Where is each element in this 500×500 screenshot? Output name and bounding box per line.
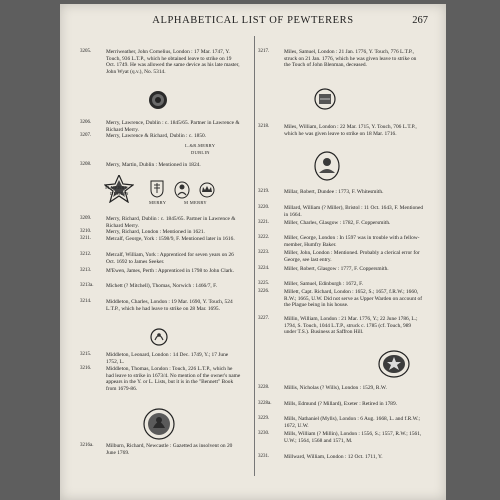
entry-text: Merry, Lawrence & Richard, Dublin : c. 1850.: [106, 133, 207, 139]
entry-text: Millis, Nicholas (? Wills), London : 1529, R.W.: [284, 385, 387, 391]
entry-text: Merry, Richard, Dublin : c. 1845/65. Partner in Lawrence & Richard Merry.: [106, 216, 236, 229]
mark-caption: M MERRY: [184, 200, 207, 205]
entry-text: Merry, Martin, Dublin : Mentioned in 1824.: [106, 162, 201, 168]
entry-number: 3206.: [80, 120, 92, 125]
mark-caption: MERRY: [149, 200, 167, 205]
entry-number: 3229.: [258, 416, 270, 421]
mark-caption: L.&R.MERRY: [185, 143, 216, 148]
entry-number: 3231.: [258, 454, 270, 459]
entry-text: Millard, William (? Miller), Bristol : 11 Oct. 1643, F. Mentioned in 1664.: [284, 205, 424, 218]
entry-number: 3223.: [258, 250, 270, 255]
entry-text: Merry, Richard, London : Mentioned in 1621.: [106, 229, 205, 235]
touch-mark-oval-cherub: [313, 151, 341, 181]
entry-text: Milburn, Richard, Newcastle : Gazetted as insolvent on 20 June 1769.: [106, 443, 233, 456]
entry-text: Mills, William (? Millin), London : 1556, S.; 1557, R.W.; 1561, U.W.; 1564, 1568 and 1571, M.: [284, 431, 422, 444]
entry-number: 3228a.: [258, 401, 272, 406]
entry-number: 3221.: [258, 220, 270, 225]
entry-text: Metcalf, William, York : Apprenticed for seven years on 26 Oct. 1692 to James Seeker.: [106, 252, 234, 265]
entry-number: 3210.: [80, 229, 92, 234]
entry-number: 3227.: [258, 316, 270, 321]
entry-text: Mills, Nathaniel (Mylls), London : 6 Aug. 1668, L. and f.R.W.; 1672, U.W.: [284, 416, 421, 429]
entry-number: 3219.: [258, 189, 270, 194]
page-title: ALPHABETICAL LIST OF PEWTERERS: [152, 15, 354, 26]
entry-text: Mills, Edmund (? Millard), Exeter : Retired in 1789.: [284, 401, 398, 407]
entry-text: Merry, Lawrence, Dublin : c. 1845/65. Partner in Lawrence & Richard Merry.: [106, 120, 240, 133]
entry-number: 3205.: [80, 49, 92, 54]
entry-number: 3209.: [80, 216, 92, 221]
entry-number: 3214.: [80, 299, 92, 304]
book-page: [60, 4, 446, 500]
entry-text: Miller, Charles, Glasgow : 1782, F. Coppersmith.: [284, 220, 391, 226]
page-header: [60, 15, 446, 29]
entry-number: 3222.: [258, 235, 270, 240]
entry-text: Merriweather, John Cornelius, London : 17 Mar. 1747, Y. Touch, 936 L.T.P., which he obtained leave to strike on 19 Oct. 1749. He was allowed the same device as his late master, John Wyat (q.v.), No. 5314.: [106, 49, 240, 75]
entry-number: 3213.: [80, 268, 92, 273]
entry-text: Michett (? Mitchell), Thomas, Norwich : 1466/7, F.: [106, 283, 218, 289]
entry-text: Millar, Robert, Dundee : 1773, F. Whitesmith.: [284, 189, 384, 195]
entry-text: Middleton, Charles, London : 19 Mar. 1690, Y. Touch, 524 L.T.P., which he had leave to strike on 28 Mar. 1695.: [106, 299, 233, 312]
entry-number: 3228.: [258, 385, 270, 390]
touch-mark-figure: [174, 181, 190, 199]
entry-number: 3230.: [258, 431, 270, 436]
page-number: 267: [412, 15, 428, 26]
entry-number: 3217.: [258, 49, 270, 54]
entry-text: Millward, William, London : 12 Oct. 1711, Y.: [284, 454, 383, 460]
entry-text: Millin, William, London : 21 Mar. 1776, Y.; 22 June 1786, L.; 1794, S. Touch, 1044 L.T.P., struck c. 1785 (cf. Touch, 989 under T.S.). Business at Saffron Hill.: [284, 316, 418, 335]
entry-text: Millett, Capt. Richard, London : 1652, S.; 1657, f.R.W.; 1660, R.W.; 1665, U.W. Did not serve as Upper Warden on account of the Plague being in his house.: [284, 289, 422, 308]
entry-number: 3226.: [258, 289, 270, 294]
entry-number: 3208.: [80, 162, 92, 167]
mark-caption: M MERRY: [105, 185, 128, 190]
entry-number: 3216a.: [80, 443, 94, 448]
entry-number: 3215.: [80, 352, 92, 357]
entry-text: Miller, George, London : In 1597 was in trouble with a fellow-member, Humfry Baker.: [284, 235, 420, 248]
entry-number: 3213a.: [80, 283, 94, 288]
entry-text: M'Ewen, James, Perth : Apprenticed in 1798 to John Clark.: [106, 268, 234, 274]
entry-text: Middleton, Thomas, London : Touch, 226 L.T.P., which he had leave to strike in 1673/4. No mention of the owner's name appears in the Y. or L. Lists, but it is in the "Bennett" Book from 1679-86.: [106, 366, 241, 392]
entry-text: Miller, John, London : Mentioned. Probably a clerical error for George, see last entry.: [284, 250, 420, 263]
touch-mark-round-large: [143, 408, 175, 440]
entry-number: 3211.: [80, 236, 92, 241]
entry-number: 3218.: [258, 124, 270, 129]
entry-text: Miles, William, London : 22 Mar. 1715, Y. Touch, 706 L.T.P., which he was given leave to strike on 18 Mar. 1716.: [284, 124, 417, 137]
entry-number: 3207.: [80, 133, 92, 138]
entry-number: 3216.: [80, 366, 92, 371]
column-divider: [254, 36, 255, 476]
mark-caption: DUBLIN: [110, 191, 129, 196]
entry-text: Miller, Robert, Glasgow : 1777, F. Coppersmith.: [284, 266, 389, 272]
entry-number: 3220.: [258, 205, 270, 210]
touch-mark-oval: [314, 88, 336, 110]
touch-mark-shield: [150, 180, 164, 198]
touch-mark-circle-small: [150, 328, 168, 346]
entry-number: 3212.: [80, 252, 92, 257]
touch-mark-circle: [148, 90, 168, 110]
entry-text: Metcalf, George, York : 1598/9, F. Mentioned later in 1616.: [106, 236, 235, 242]
entry-text: Middleton, Leonard, London : 14 Dec. 1749, Y.; 17 June 1752, L.: [106, 352, 229, 365]
entry-number: 3225.: [258, 281, 270, 286]
touch-mark-crown: [198, 182, 216, 198]
mark-caption: DUBLIN: [191, 150, 210, 155]
entry-text: Miles, Samuel, London : 21 Jan. 1776, Y. Touch, 776 L.T.P., struck on 21 Jan. 1776, which he was given leave to strike on the Touch of John Blenman, deceased.: [284, 49, 417, 68]
touch-mark-oval-star: [378, 350, 410, 378]
entry-number: 3224.: [258, 266, 270, 271]
entry-text: Miller, Samuel, Edinburgh : 1672, F.: [284, 281, 364, 287]
